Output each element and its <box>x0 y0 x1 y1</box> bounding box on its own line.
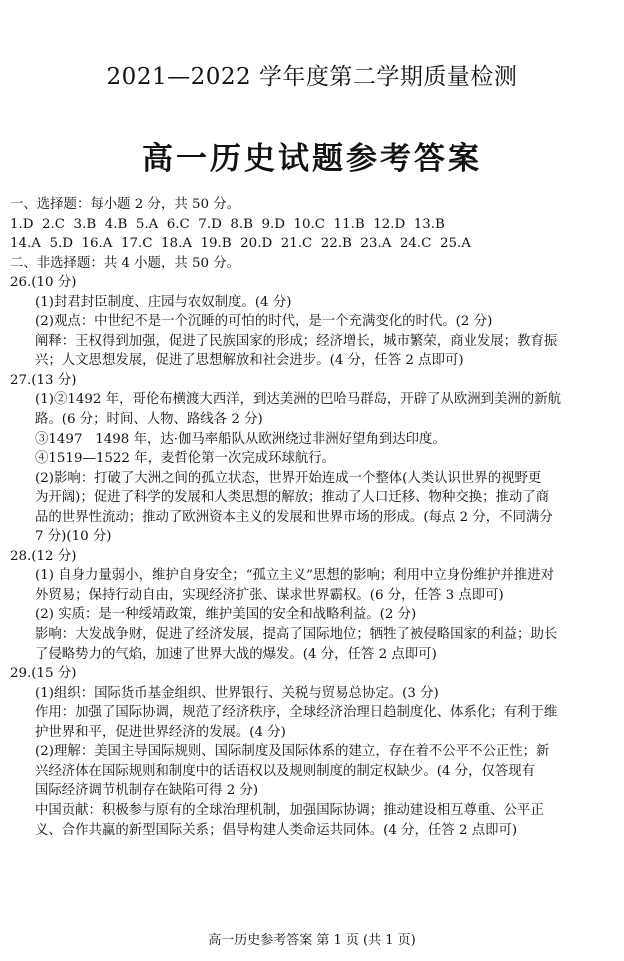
q29-line-4: (2)理解：美国主导国际规则、国际制度及国际体系的建立，存在着不公平不公正性；新 <box>35 744 550 760</box>
q26-line-2: (2)观点：中世纪不是一个沉睡的可怕的时代，是一个充满变化的时代。(2 分) <box>35 314 493 330</box>
page-title: 高一历史试题参考答案 <box>142 141 482 177</box>
q29-line-2: 作用：加强了国际协调，规范了经济秩序，全球经济治理日趋制度化、体系化；有利于维 <box>35 705 558 721</box>
q27-label: 27.(13 分) <box>10 372 77 388</box>
exam-header: 2021—2022 学年度第二学期质量检测 <box>106 64 518 90</box>
q26-line-3: 阐释：王权得到加强，促进了民族国家的形成；经济增长，城市繁荣，商业发展；教育振 <box>35 333 558 349</box>
q26-line-4: 兴；人文思想发展，促进了思想解放和社会进步。(4 分，任答 2 点即可) <box>35 353 464 369</box>
q28-label: 28.(12 分) <box>10 548 77 564</box>
q29-line-1: (1)组织：国际货币基金组织、世界银行、关税与贸易总协定。(3 分) <box>35 685 439 701</box>
q27-line-6: 为开阔)；促进了科学的发展和人类思想的解放；推动了人口迁移、物种交换；推动了商 <box>35 490 550 506</box>
q29-label: 29.(15 分) <box>10 666 77 682</box>
q27-line-1: (1)②1492 年，哥伦布横渡大西洋，到达美洲的巴哈马群岛，开辟了从欧洲到美洲的新航 <box>35 392 561 408</box>
q27-line-7: 品的世界性流动；推动了欧洲资本主义的发展和世界市场的形成。(每点 2 分，不同满分 <box>35 509 553 525</box>
q29-line-3: 护世界和平，促进世界经济的发展。(4 分) <box>35 724 286 740</box>
q29-line-6: 国际经济调节机制存在缺陷可得 2 分) <box>35 783 259 799</box>
q28-line-2: 外贸易；保持行动自由，实现经济扩张、谋求世界霸权。(6 分，任答 3 点即可) <box>35 587 504 603</box>
q27-line-8: 7 分)(10 分) <box>35 529 112 545</box>
q29-line-7: 中国贡献：积极参与原有的全球治理机制，加强国际协调；推动建设相互尊重、公平正 <box>35 802 544 818</box>
answer-content <box>10 195 616 840</box>
q28-line-1: (1) 自身力量弱小，维护自身安全；“孤立主义”思想的影响；利用中立身份维护并推进对 <box>35 568 554 584</box>
q29-line-5: 兴经济体在国际规则和制度中的话语权以及规则制度的制定权缺少。(4 分，仅答现有 <box>35 763 536 779</box>
q27-line-3: ③1497 1498 年，达·伽马率船队从欧洲绕过非洲好望角到达印度。 <box>35 431 446 447</box>
q26-label: 26.(10 分) <box>10 275 77 291</box>
q27-line-2: 路。(6 分；时间、人物、路线各 2 分) <box>35 412 263 428</box>
q27-line-5: (2)影响：打破了大洲之间的孤立状态，世界开始连成一个整体(人类认识世界的视野更 <box>35 470 542 486</box>
q28-line-5: 了侵略势力的气焰，加速了世界大战的爆发。(4 分，任答 2 点即可) <box>35 646 437 662</box>
choice-answers-row2: 14.A 5.D 16.A 17.C 18.A 19.B 20.D 21.C 22.B 23.A 24.C 25.A <box>10 236 471 252</box>
section2-heading: 二、非选择题：共 4 小题，共 50 分。 <box>10 255 241 271</box>
q29-line-8: 义、合作共赢的新型国际关系；倡导构建人类命运共同体。(4 分，任答 2 点即可) <box>35 822 518 838</box>
q28-line-3: (2) 实质：是一种绥靖政策，维护美国的安全和战略利益。(2 分) <box>35 607 417 623</box>
q27-line-4: ④1519—1522 年，麦哲伦第一次完成环球航行。 <box>35 451 336 467</box>
page-footer: 高一历史参考答案 第 1 页 (共 1 页) <box>208 933 416 948</box>
q28-line-4: 影响：大发战争财，促进了经济发展，提高了国际地位；牺牲了被侵略国家的利益；助长 <box>35 627 558 643</box>
choice-answers-row1: 1.D 2.C 3.B 4.B 5.A 6.C 7.D 8.B 9.D 10.C 11.B 12.D 13.B <box>10 216 445 232</box>
section1-heading: 一、选择题：每小题 2 分，共 50 分。 <box>10 197 241 212</box>
q26-line-1: (1)封君封臣制度、庄园与农奴制度。(4 分) <box>35 294 292 310</box>
